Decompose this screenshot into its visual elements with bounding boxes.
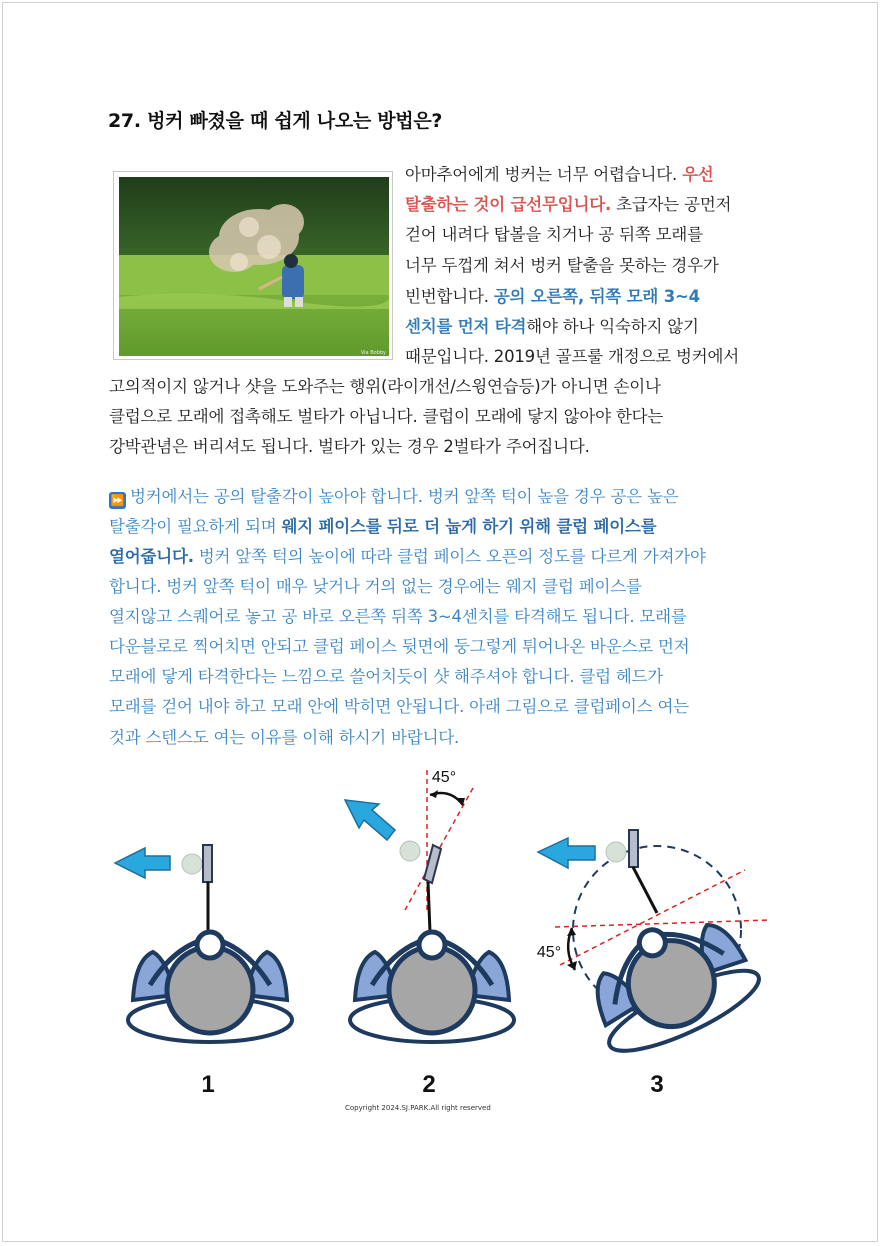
- para1-text: 빈번합니다.: [405, 287, 494, 306]
- para1-line-7: 때문입니다. 2019년 골프룰 개정으로 벙커에서: [405, 347, 739, 366]
- para2-line-7: 모래에 닿게 타격한다는 느낌으로 쓸어치듯이 샷 해주셔야 합니다. 클럽 헤드가: [109, 667, 664, 686]
- golf-ball-icon: [400, 841, 420, 861]
- figure-label-2: 2: [422, 1071, 436, 1098]
- para2-bold: 웨지 페이스를 뒤로 더 눕게 하기 위해 클럽 페이스를: [281, 517, 657, 536]
- angle-label-3: 45°: [536, 944, 562, 961]
- photo-watermark: Via Bobby: [360, 350, 386, 356]
- angle-label-2: 45°: [431, 769, 457, 786]
- para2-line-2: [109, 513, 656, 537]
- para2-line-4: 합니다. 벙커 앞쪽 턱이 매우 낮거나 거의 없는 경우에는 웨지 클럽 페이스를: [109, 577, 642, 596]
- figure-2: [345, 769, 514, 1042]
- club-face: [629, 830, 638, 867]
- para2-text: 탈출각이 필요하게 되며: [109, 517, 282, 536]
- para2-line-1: [109, 483, 678, 509]
- para2-text: 벙커 앞쪽 턱의 높이에 따라 클럽 페이스 오픈의 정도를 다르게 가져가야: [193, 547, 706, 566]
- direction-arrow-icon: [345, 800, 395, 840]
- para1-highlight-red: 우선: [682, 165, 714, 184]
- para2-text: 벙커에서는 공의 탈출각이 높아야 합니다. 벙커 앞쪽 턱이 높을 경우 공은 높은: [130, 487, 679, 506]
- figure-3: [537, 830, 770, 1065]
- figure-1: [115, 845, 292, 1042]
- para1-text: 아마추어에게 벙커는 너무 어렵습니다.: [405, 165, 683, 184]
- bunker-photo: [113, 171, 393, 360]
- copyright-text: Copyright 2024.SJ.PARK.All right reserved: [345, 1104, 491, 1112]
- para1-highlight-blue: 센치를 먼저 타격: [405, 317, 527, 336]
- page-title: 27. 벙커 빠졌을 때 쉽게 나오는 방법은?: [108, 110, 443, 132]
- para1-text: 해야 하나 익숙하지 않기: [526, 317, 699, 336]
- para1-line-10: 강박관념은 버리셔도 됩니다. 벌타가 있는 경우 2벌타가 주어집니다.: [109, 437, 590, 456]
- para2-line-3: [109, 543, 706, 567]
- para2-line-6: 다운블로로 찍어치면 안되고 클럽 페이스 뒷면에 둥그렇게 튀어나온 바운스로 먼저: [109, 637, 690, 656]
- para2-line-5: 열지않고 스퀘어로 놓고 공 바로 오른쪽 뒤쪽 3~4센치를 타격해도 됩니다. 모래를: [109, 607, 687, 626]
- para1-highlight-red: 탈출하는 것이 급선무입니다.: [405, 195, 612, 214]
- club-face: [203, 845, 212, 882]
- para1-line-3: 걷어 내려다 탑볼을 치거나 공 뒤쪽 모래를: [405, 225, 703, 244]
- para1-line-9: 클럽으로 모래에 접촉해도 벌타가 아닙니다. 클럽이 모래에 닿지 않아야 한다는: [109, 407, 664, 426]
- golfer-in-bunker-image: [119, 177, 389, 356]
- direction-arrow-icon: [538, 838, 595, 868]
- para1-line-5: [405, 283, 700, 307]
- para1-line-4: 너무 두껍게 쳐서 벙커 탈출을 못하는 경우가: [405, 256, 719, 275]
- figure-label-1: 1: [201, 1071, 215, 1098]
- figure-label-3: 3: [650, 1071, 664, 1098]
- para2-line-9: 것과 스텐스도 여는 이유를 이해 하시기 바랍니다.: [109, 728, 460, 747]
- horizontal-guide: [555, 920, 770, 927]
- para1-line-6: [405, 313, 699, 337]
- fast-forward-icon: ⏩: [110, 494, 125, 507]
- para1-line-8: 고의적이지 않거나 샷을 도와주는 행위(라이개선/스윙연습등)가 아니면 손이나: [109, 377, 661, 396]
- golf-ball-icon: [182, 854, 202, 874]
- para2-bold: 열어줍니다.: [109, 547, 194, 566]
- para1-text: 초급자는 공먼저: [611, 195, 732, 214]
- golf-ball-icon: [606, 842, 626, 862]
- para1-highlight-blue: 공의 오른쪽, 뒤쪽 모래 3~4: [493, 287, 700, 306]
- direction-arrow-icon: [115, 848, 170, 878]
- para1-line-2: [405, 191, 731, 215]
- para1-line-1: [405, 161, 714, 185]
- para2-line-8: 모래를 걷어 내야 하고 모래 안에 박히면 안됩니다. 아래 그림으로 클럽페이스 여는: [109, 697, 689, 716]
- stance-diagram: [105, 760, 785, 1105]
